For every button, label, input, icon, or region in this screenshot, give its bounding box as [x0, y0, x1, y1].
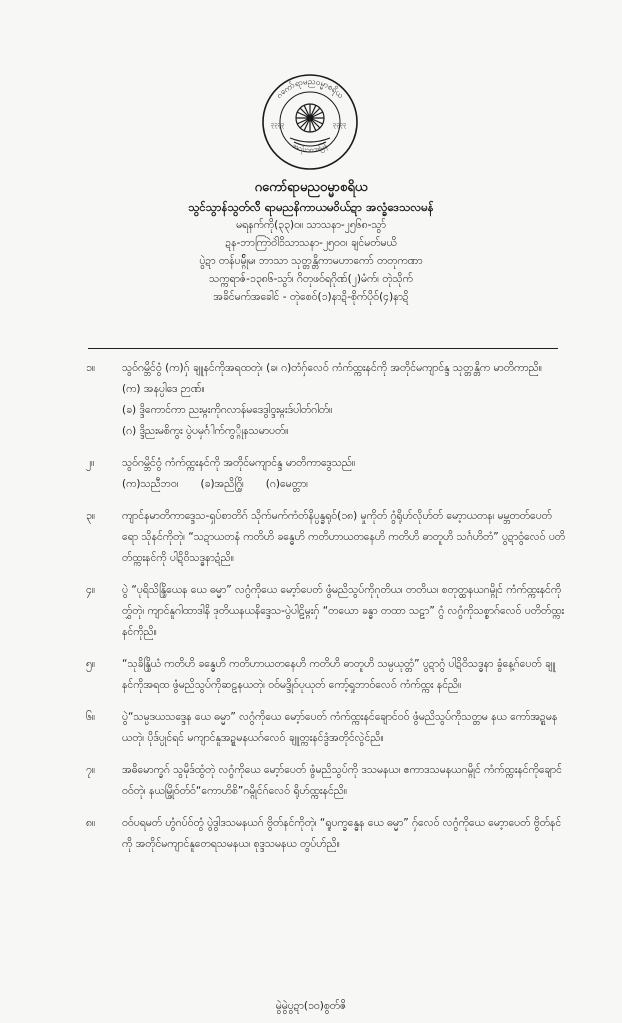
- page-footer: မွဲမွဲပွဍာ(၁၀)စွတ်ဇိ: [275, 1000, 347, 1012]
- question-text: သွဝ်ဂမ္ဘိင်ဝွံ (က)ဂှ် ချူနင်ကိုအရထတုဲ၊ (ခ၊ ဂ)တံဂှ်လေဝ် ကံက်ထ္ကးနင်ကို အတိုင်မကျာင်န္ဒ သုတ္တန္တိက မာတိကာညိ။: [122, 362, 542, 374]
- question-text: သွဝ်ဂမ္ဘိင်ဝွံ ကံက်ထ္ကးနင်ကို အတိုင်မကျာင်န္ဒ မာတိကာဒွေသည်။: [122, 457, 356, 469]
- seal-right-text: ၃၃၃၃: [333, 121, 347, 128]
- question-number: ၈။: [86, 817, 96, 829]
- sub-item: (က) အနပ္ပါဒေ ဉာဏ်။: [122, 383, 205, 395]
- question-number: ၂။: [86, 457, 95, 469]
- sub-item: (ဂ) ဒ္ဒိညးမစိကွး ပွဲပမှင်္ဂါက်ကွ္ဂိုနသမာပတ်။: [122, 425, 289, 437]
- question-number: ၆။: [86, 711, 96, 723]
- question-number: ၅။: [86, 658, 96, 670]
- document-header: [0, 178, 622, 306]
- question-item-2: [86, 453, 566, 495]
- option: (ဂ)မေတ္တာ၊: [265, 478, 308, 490]
- header-line-3: မရနက်ကို(၃၃)၀။ သာသနာ-၂၅၆၈-သွာ်: [236, 219, 386, 231]
- question-text: အဓိမောက္ခဂ် သွမိုဒ်ထွံတုဲ လဂွံကိုယေ မော့ာ်ပေတ် ဖွံမညိသွပ်ကို ဒသမနယ၊ ဧကာဒသမနယဂမ္ဂိုင် ကံက်ထ္ကးနင်ကိုချောင်ဝဝ်တုဲ၊ နယမ္ဂြိုဝ်တ်ဝ်“ကောဟိစိ”ဂမ္ဂိုင်ဂ်လေဝ် ရိုဟ်ထ္ကးနင်ညိ။: [122, 764, 562, 797]
- header-line-6: သက္ကရာဇ်-၁၃၈၆-သွာ်၊ ဂိတုဖဝ်ရဂိုဏ်(၂)မံက်၊ တုဲသိုက်: [209, 273, 413, 285]
- svg-text:ဂကော်ရာမည၀မ္မာစရိယ: [275, 77, 346, 100]
- question-number: ၇။: [86, 764, 96, 776]
- seal-emblem: [260, 72, 360, 172]
- question-number: ၄။: [86, 584, 96, 596]
- question-item-5: [86, 654, 566, 696]
- question-number: ၃။: [86, 510, 96, 522]
- question-text: ပွဲ “ပုရိသိန္ဒြိယေန ယေ ဓမ္မာ” လဂွံကိုယေ မော့ာ်ပေတ် ဖွံမညိသွပ်ကိုဂုတိယ၊ တတိယ၊ စတုတ္ထနယဂမ္ဂိုင် ကံက်ထ္ကးနင်ကိုတွှ်တုဲ၊ ကျာင်နူဂါထာဒါနိ ဒုတိယနယနိဒ္ဒေသ-ပွဲပါဠိမ္ဂးဂှ် “တယော ခန္ဓာ တထာ သဠာ” ဂွံ လဂွံကိုသစ္စာဂ်လေဝ် ပတိတ်ထ္ကးနင်ကိုညိ။: [122, 584, 565, 638]
- question-item-4: [86, 580, 566, 643]
- question-text: ဝဝ်ပရမတ် ဟွံဂပ်ဝ်တွံ ပွဲဒွါဒသမနယဂ် ဗွိတ်နင်ကိုတုဲ၊ “ရူပက္ခန္ဓေန ယေ ဓမ္မာ” ဂှ်လေဝ် လဂွံကိုယေ မော့ာပေတ် ဗွိတ်နင်ကို အတိုင်မကျာင်နူတေရသမနယ၊ စုဒ္ဒသမနယ တွပ်ဟ်ညိ။: [122, 817, 562, 850]
- option: (က)သညီဘ၀၊: [122, 478, 179, 490]
- org-title: ဂကော်ရာမည၀မ္မာစရိယ: [254, 180, 368, 195]
- question-item-6: [86, 707, 566, 749]
- seal-left-text: ၃၃၃၃: [271, 121, 285, 128]
- seal-bottom-text: အလုံး၁၀အမြန်: [291, 141, 330, 155]
- header-line-7: အခိင်မက်အခေါင် - တုဲစေဝ်(၁)နာဍိ-စိုက်ပိုဝ်(၄)နာဍိ: [213, 291, 409, 303]
- question-item-1: [86, 358, 566, 442]
- header-line-4: ဍန-ဘာကြာဲ၀ါဲ၁ိသာသနာ-၂၅၀၀၊ ချင်မတ်မယိ: [225, 237, 397, 249]
- svg-text:အလုံး၁၀အမြန်: [291, 141, 330, 155]
- header-line-5: ပွဲဍာ တန်ပမ္ဂ်ိုမ၊ ဘာသာ သုတ္တန္တိကာမဟာကော် တတုကဏာ: [199, 255, 423, 267]
- question-item-7: [86, 760, 566, 802]
- question-number: ၁။: [86, 362, 96, 374]
- dharma-wheel-icon: [296, 104, 324, 132]
- question-item-8: [86, 813, 566, 855]
- org-subtitle: သွင်သွာန်သွတ်လ်ိ ရာမညနိကာယမ၀ိယ်ဍာ အလ္ခံဒေသလမန်: [188, 200, 434, 214]
- seal-outer-text: ဂကော်ရာမည၀မ္မာစရိယ: [274, 76, 346, 101]
- question-text: ကျာင်နမာတိကာဒ္ဒေသ-ရှပ်စာတိဂ် သိုက်မက်ကံတ်နိပ္ပန္ခရုဝ်(၁၈) မှုကိုတ် ဂွံရိုဟ်လိုဟ်တ် မော့ာယတန၊ မမ္ဘတတ်ပေတ်ရော သိုနင်ကိုတုဲ၊ “သဍာယတနံ ကတိဟိ ခန္ဓေဟိ ကတိဟာယတနေဟိ ကတိဟိ ဓာတူဟိ သင်္ဂဟိတံ” ပွဍာဝွံလေဝ် ပတိတ်ထ္ကးနင်ကို ပါဍိဝိသဒ္ဓနာဍံညိ။: [122, 510, 566, 564]
- option: (ခ)အညိဂ္ဂြိ၊: [200, 478, 244, 490]
- header-divider: [88, 348, 558, 349]
- question-item-3: [86, 506, 566, 569]
- sub-item: (ခ) ဒ္ဒိကောင်ကာ ညးမ္ဂးကိုဂလာန်မဒေဒွါဝ္ဒးမ္ဂးဒ်ပါတ်ဂါတ်။: [122, 404, 333, 416]
- option-row: [122, 474, 566, 495]
- question-list: [86, 358, 566, 866]
- question-text: “သုခိန္ဒြိယံ ကတိဟိ ခန္ဓေဟိ ကတိဟာယတနေဟိ ကတိဟိ ဓာတူဟိ သမ္ပယုတ္တံ” ပွဍာဂွံ ပါဍိဝိသဒ္ဓနာ ခွံနေ့ဂ်ပေတ် ချူနင်ကိုအရထ ဖွံမညိသွပ်ကိုဆဠနယတုဲ၊ ဝဝ်မဒ္ဒိုဝ်ပုယုတ် ကော့်ရှုဘာဝ်လေဝ် ကံက်ထ္ကး နင်ညိ။: [122, 658, 556, 691]
- question-text: ပွဲ“သမ္ပဒယသဒ္ဒေန ယေ ဓမ္မာ” လဂွံကိုယေ မော့ာ်ပေတ် ကံက်ထ္ကးနင်ချောင်ဝဝ် ဖွံမညိသွပ်ကိုသတ္တမ နယ ကော်အဍ္ဍမနယတုဲ၊ ပိုဒ်ပ္ပုင်ရင် မကျာင်နူအဍ္ဍမနယဂ်လေဝ် ချူတ္ကးနင်ဒွံအတိုင်လွဲင်ညိ။: [122, 711, 558, 744]
